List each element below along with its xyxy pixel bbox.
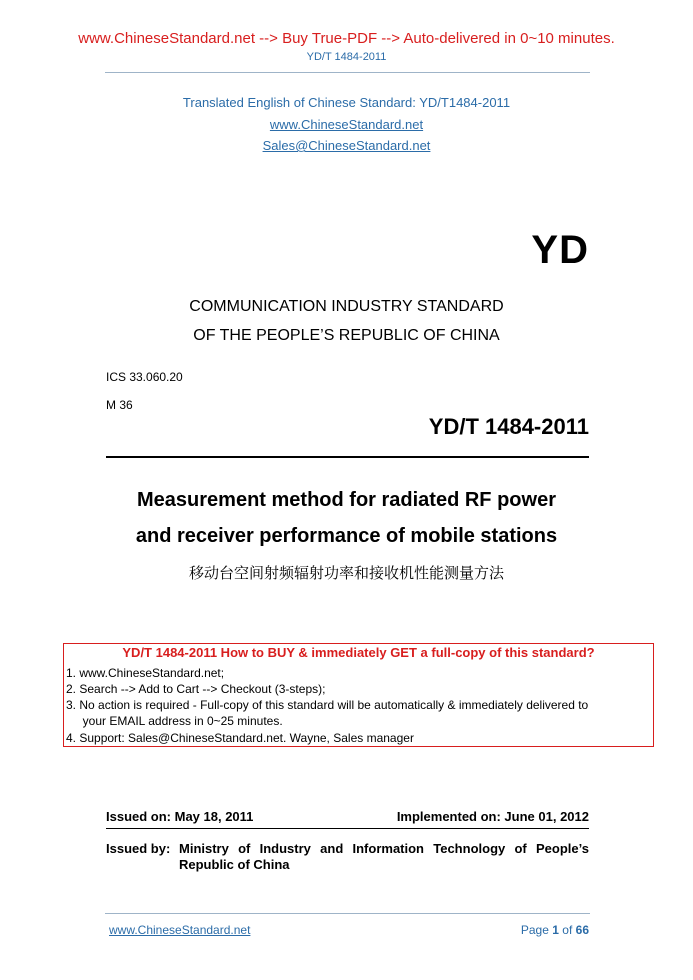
- standard-type-line1: COMMUNICATION INDUSTRY STANDARD: [189, 298, 504, 315]
- title-divider: [106, 456, 589, 458]
- header-doc-number: YD/T 1484-2011: [306, 51, 387, 63]
- page-of: of: [562, 923, 573, 937]
- purchase-step-1: 1. www.ChineseStandard.net;: [66, 666, 225, 680]
- purchase-heading: YD/T 1484-2011 How to BUY & immediately GET a full-copy of this standard?: [122, 645, 595, 660]
- purchase-step-3: 3. No action is required - Full-copy of this standard will be automatically & immediately delivered to: [66, 698, 589, 712]
- issued-by-line2: Republic of China: [179, 857, 290, 872]
- email-link-container: [0, 138, 693, 153]
- page-label: Page: [520, 923, 549, 937]
- footer-divider: [105, 913, 590, 914]
- top-banner[interactable]: www.ChineseStandard.net --> Buy True-PDF --> Auto-delivered in 0~10 minutes.: [78, 30, 615, 47]
- page-current: 1: [552, 923, 559, 937]
- ccs-code: M 36: [106, 398, 133, 412]
- document-number: YD/T 1484-2011: [428, 414, 589, 439]
- issue-divider: [106, 828, 589, 829]
- issued-by-line1: Ministry of Industry and Information Technology of People’s: [179, 841, 589, 856]
- page-indicator: [521, 923, 589, 937]
- issued-by-label: Issued by:: [106, 841, 171, 856]
- standard-type-line2: OF THE PEOPLE’S REPUBLIC OF CHINA: [193, 327, 500, 344]
- ics-code: ICS 33.060.20: [106, 370, 183, 384]
- translation-note: Translated English of Chinese Standard: YD/T1484-2011: [182, 95, 511, 110]
- implemented-on: Implemented on: June 01, 2012: [396, 809, 589, 824]
- website-link[interactable]: www.ChineseStandard.net: [269, 117, 424, 132]
- header-divider: [105, 72, 590, 73]
- title-en-line1: Measurement method for radiated RF power: [137, 489, 556, 511]
- issued-on: Issued on: May 18, 2011: [106, 809, 254, 824]
- page-total: 66: [575, 923, 589, 937]
- purchase-step-2: 2. Search --> Add to Cart --> Checkout (3-steps);: [66, 682, 326, 696]
- email-link[interactable]: Sales@ChineseStandard.net: [262, 138, 431, 153]
- title-cn: 移动台空间射频辐射功率和接收机性能测量方法: [188, 564, 504, 582]
- website-link-container: [0, 117, 693, 132]
- footer-website-link[interactable]: www.ChineseStandard.net: [109, 923, 251, 937]
- purchase-step-4: 4. Support: Sales@ChineseStandard.net. Wayne, Sales manager: [66, 731, 414, 745]
- footer-website-container: [109, 923, 250, 937]
- purchase-step-3-cont: your EMAIL address in 0~25 minutes.: [66, 714, 283, 728]
- standard-logo-yd: YD: [531, 228, 589, 272]
- title-en-line2: and receiver performance of mobile stations: [135, 525, 558, 547]
